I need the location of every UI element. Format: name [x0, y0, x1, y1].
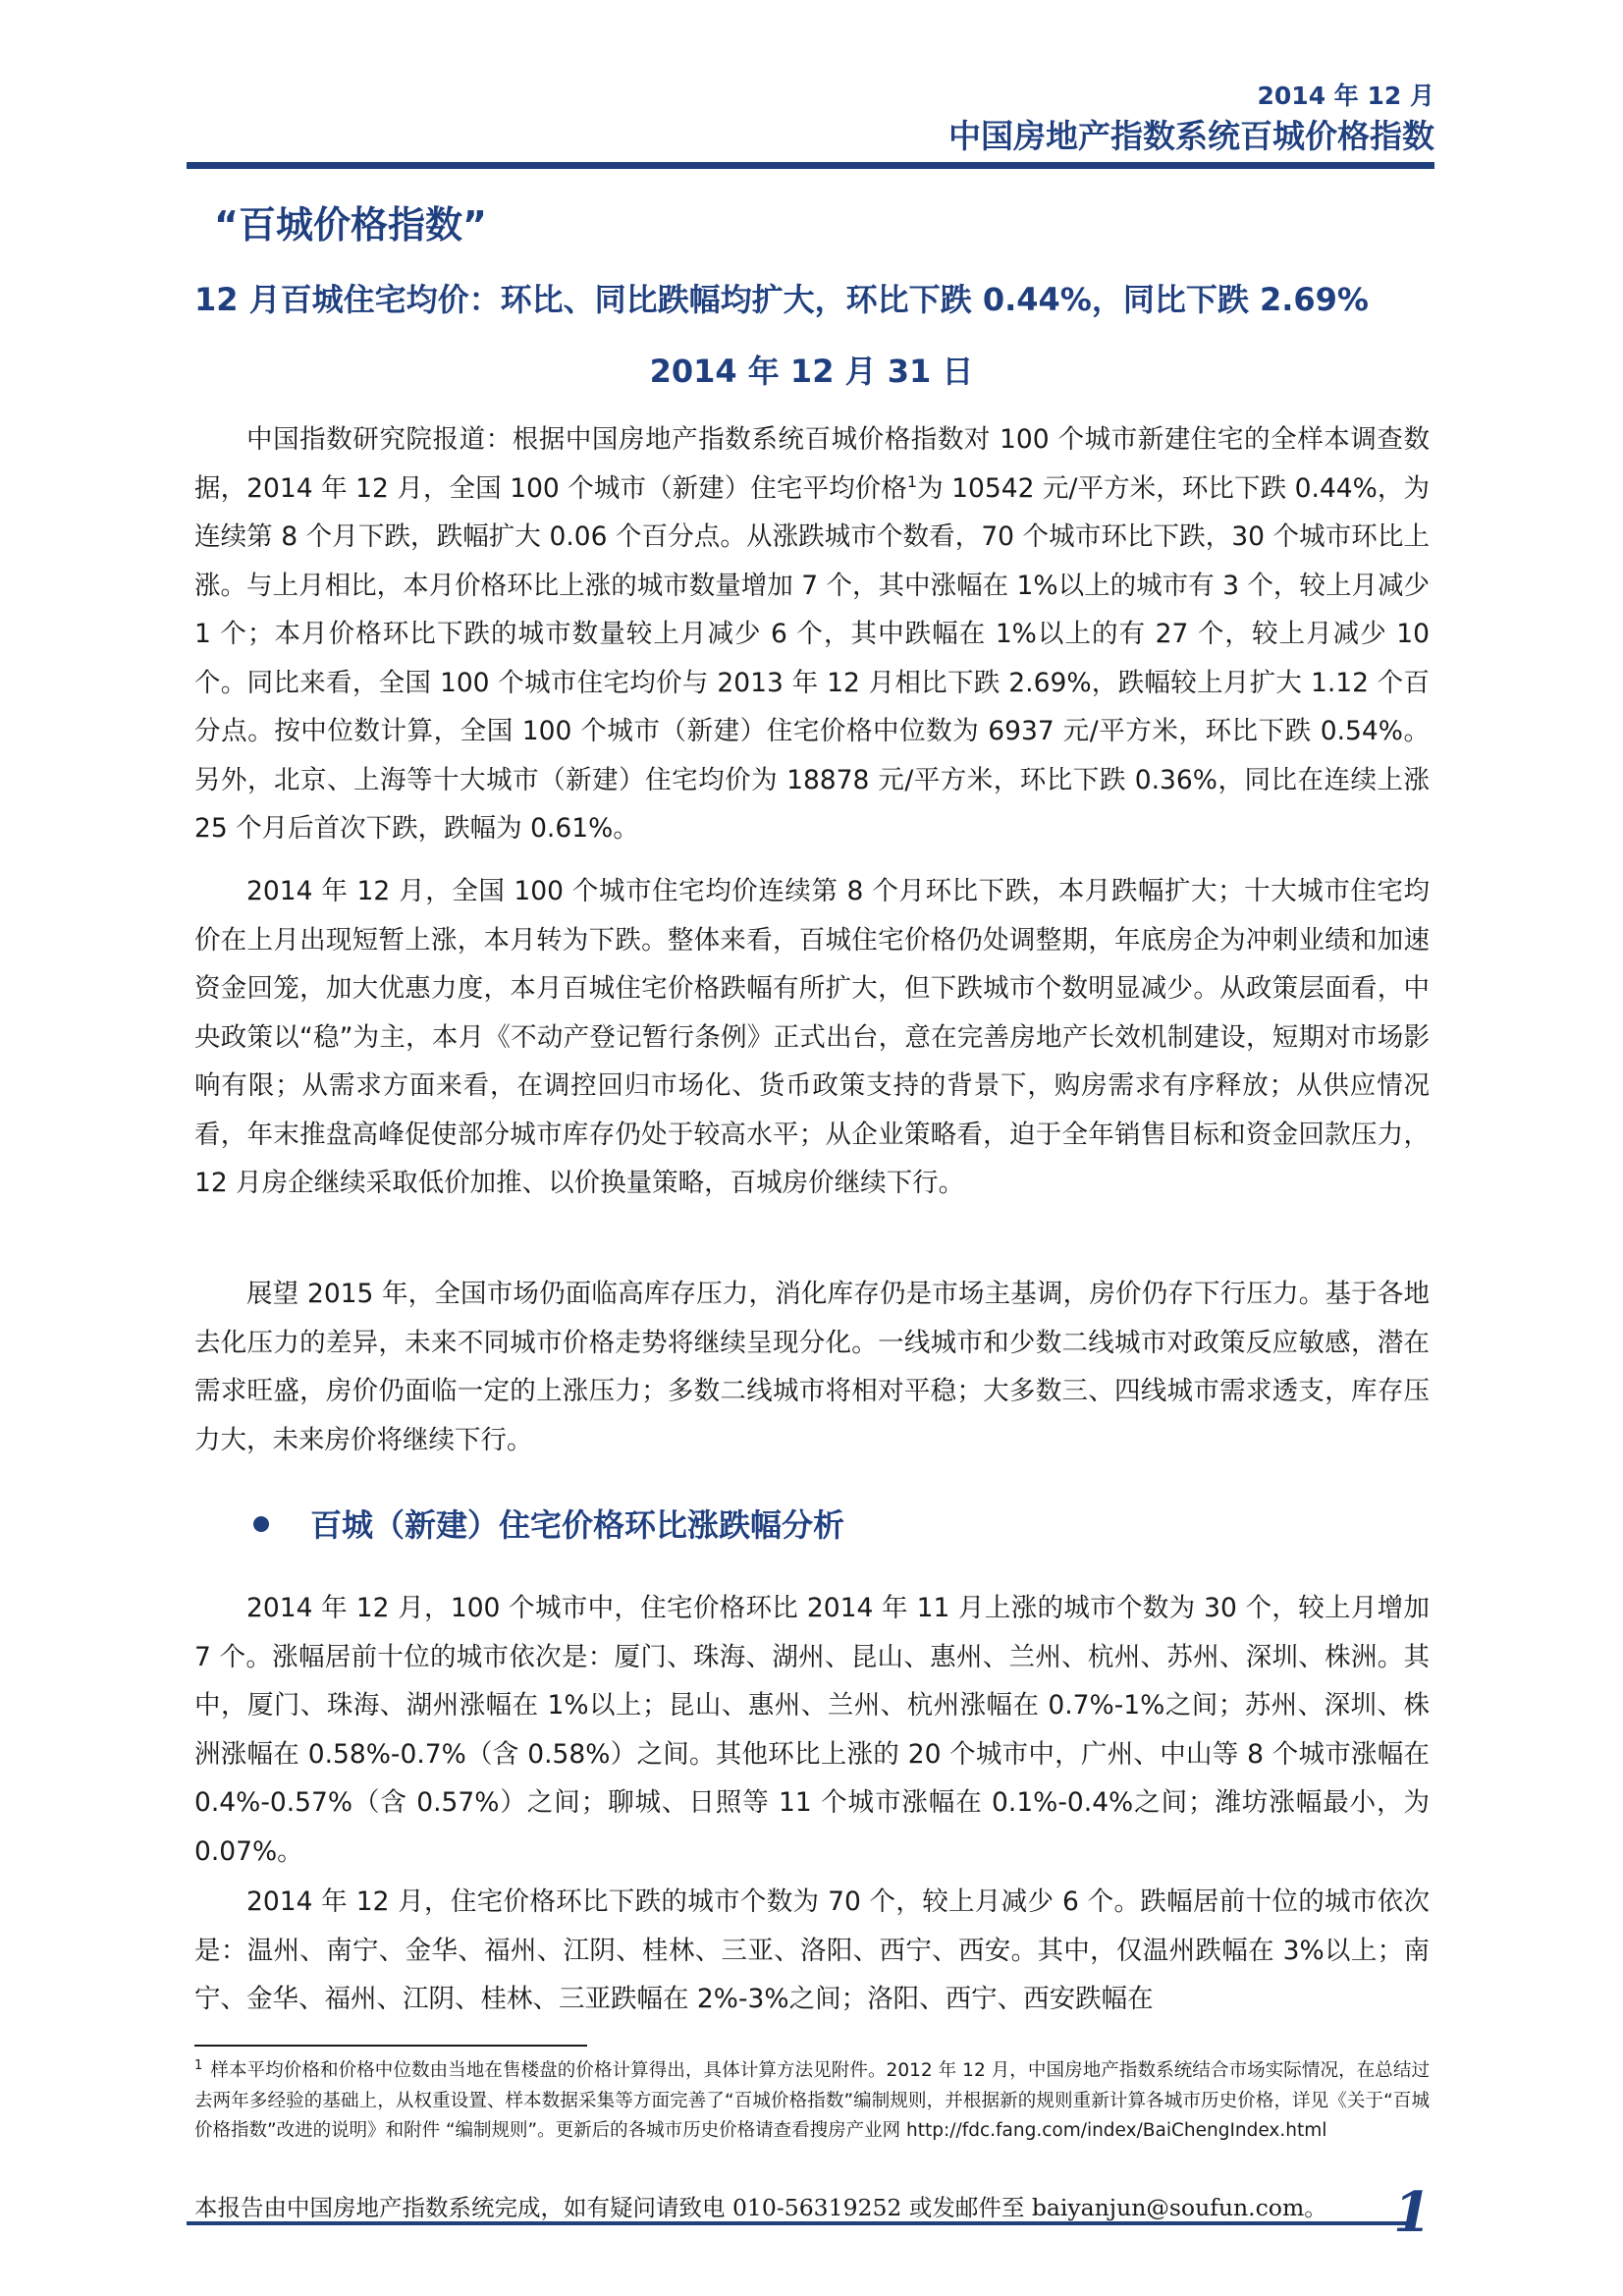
paragraph-summary-part-a: 中国指数研究院报道：根据中国房地产指数系统百城价格指数对 100 个城市新建住宅的全样本调查数据，2014 年 12 月，全国 100 个城市（新建）住宅平均价格	[194, 424, 1430, 504]
report-title: 12 月百城住宅均价：环比、同比跌幅均扩大，环比下跌 0.44%，同比下跌 2.69%	[194, 281, 1369, 318]
footer-contact: 本报告由中国房地产指数系统完成，如有疑问请致电 010-56319252 或发邮件至 baiyanjun@soufun.com。	[194, 2194, 1327, 2221]
header-title: 中国房地产指数系统百城价格指数	[948, 117, 1434, 155]
footnote-reference: 1	[906, 471, 917, 491]
page-number: 1	[1393, 2180, 1432, 2245]
section-title: “百城价格指数”	[214, 203, 487, 246]
paragraph-falling-cities-text: 2014 年 12 月，住宅价格环比下跌的城市个数为 70 个，较上月减少 6 个。跌幅居前十位的城市依次是：温州、南宁、金华、福州、江阴、桂林、三亚、洛阳、西宁、西安。其中，仅温州跌幅在 3%以上；南宁、金华、福州、江阴、桂林、三亚跌幅在 2%-3%之间；洛阳、西宁、西安跌幅在	[194, 1886, 1430, 2014]
footnote-marker: 1	[194, 2057, 203, 2073]
footnote-divider	[194, 2045, 587, 2047]
paragraph-summary-part-b: 为 10542 元/平方米，环比下跌 0.44%，为连续第 8 个月下跌，跌幅扩大 0.06 个百分点。从涨跌城市个数看，70 个城市环比下跌，30 个城市环比上涨。与上月相比，本月价格环比上涨的城市数量增加 7 个，其中涨幅在 1%以上的城市有 3 个，较上月减少 1 个；本月价格环比下跌的城市数量较上月减少 6 个，其中跌幅在 1%以上的有 27 个，较上月减少 10 个。同比来看，全国 100 个城市住宅均价与 2013 年 12 月相比下跌 2.69%，跌幅较上月扩大 1.12 个百分点。按中位数计算，全国 100 个城市（新建）住宅价格中位数为 6937 元/平方米，环比下跌 0.54%。另外，北京、上海等十大城市（新建）住宅均价为 18878 元/平方米，环比下跌 0.36%，同比在连续上涨 25 个月后首次下跌，跌幅为 0.61%。	[194, 472, 1431, 844]
report-date: 2014 年 12 月 31 日	[649, 353, 974, 390]
footnote-text: 样本平均价格和价格中位数由当地在售楼盘的价格计算得出，具体计算方法见附件。2012 年 12 月，中国房地产指数系统结合市场实际情况，在总结过去两年多经验的基础上，从权重设置、样本数据采集等方面完善了“百城价格指数”编制规则，并根据新的规则重新计算各城市历史价格，详见《关于“百城价格指数”改进的说明》和附件 “编制规则”。更新后的各城市历史价格请查看搜房产业网 http://fdc.fang.com/index/BaiChengIndex.html	[194, 2060, 1430, 2141]
paragraph-outlook-text: 展望 2015 年，全国市场仍面临高库存压力，消化库存仍是市场主基调，房价仍存下行压力。基于各地去化压力的差异，未来不同城市价格走势将继续呈现分化。一线城市和少数二线城市对政策反应敏感，潜在需求旺盛，房价仍面临一定的上涨压力；多数二线城市将相对平稳；大多数三、四线城市需求透支，库存压力大，未来房价将继续下行。	[194, 1279, 1430, 1455]
paragraph-summary	[194, 415, 1430, 853]
paragraph-falling-cities	[194, 1878, 1430, 2024]
bullet-dot-icon	[253, 1516, 269, 1532]
footnote	[194, 2056, 1430, 2147]
footer-divider	[187, 2221, 1412, 2225]
paragraph-rising-cities-text: 2014 年 12 月，100 个城市中，住宅价格环比 2014 年 11 月上涨的城市个数为 30 个，较上月增加 7 个。涨幅居前十位的城市依次是：厦门、珠海、湖州、昆山、惠州、兰州、杭州、苏州、深圳、株洲。其中，厦门、珠海、湖州涨幅在 1%以上；昆山、惠州、兰州、杭州涨幅在 0.7%-1%之间；苏州、深圳、株洲涨幅在 0.58%-0.7%（含 0.58%）之间。其他环比上涨的 20 个城市中，广州、中山等 8 个城市涨幅在 0.4%-0.57%（含 0.57%）之间；聊城、日照等 11 个城市涨幅在 0.1%-0.4%之间；潍坊涨幅最小，为 0.07%。	[194, 1593, 1430, 1867]
bullet-heading-text: 百城（新建）住宅价格环比涨跌幅分析	[310, 1506, 845, 1544]
paragraph-rising-cities	[194, 1584, 1430, 1876]
header-date: 2014 年 12 月	[1257, 82, 1434, 110]
bullet-heading	[253, 1501, 844, 1546]
paragraph-analysis	[194, 867, 1430, 1208]
header-divider	[187, 162, 1434, 169]
paragraph-analysis-text: 2014 年 12 月，全国 100 个城市住宅均价连续第 8 个月环比下跌，本月跌幅扩大；十大城市住宅均价在上月出现短暂上涨，本月转为下跌。整体来看，百城住宅价格仍处调整期，年底房企为冲刺业绩和加速资金回笼，加大优惠力度，本月百城住宅价格跌幅有所扩大，但下跌城市个数明显减少。从政策层面看，中央政策以“稳”为主，本月《不动产登记暂行条例》正式出台，意在完善房地产长效机制建设，短期对市场影响有限；从需求方面来看，在调控回归市场化、货币政策支持的背景下，购房需求有序释放；从供应情况看，年末推盘高峰促使部分城市库存仍处于较高水平；从企业策略看，迫于全年销售目标和资金回款压力，12 月房企继续采取低价加推、以价换量策略，百城房价继续下行。	[194, 876, 1430, 1198]
paragraph-outlook	[194, 1270, 1430, 1464]
